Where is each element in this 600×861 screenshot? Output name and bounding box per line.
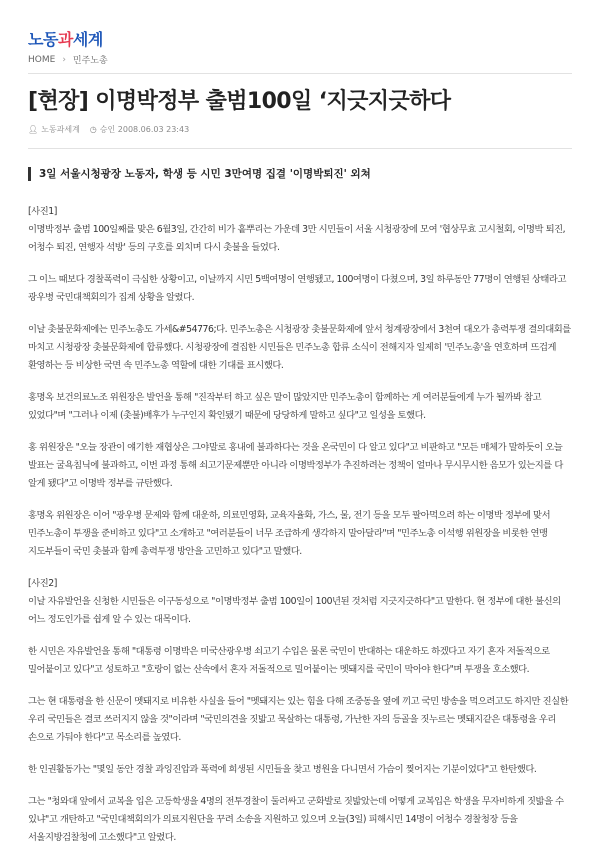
meta-divider (28, 148, 572, 149)
article-paragraph: 홍명옥 위원장은 이어 "광우병 문제와 함께 대운하, 의료민영화, 교육자율화, 가스, 물, 전기 등을 모두 팔아먹으려 하는 이명박 정부에 맞서 민주노총이 투쟁을 준비하고 있다"고 소개하고 "여러분들이 너무 조급하게 생각하지 말아달라"며 "민주노총 이석행 위원장을 비롯한 연맹 지도부들이 국민 촛불과 함께 총력투쟁 방안을 고민하고 있다"고 말했다. (28, 510, 551, 557)
article-paragraph: 한 시민은 자유발언을 통해 "대통령 이명박은 미국산광우병 쇠고기 수입은 물론 국민이 반대하는 대운하도 하겠다고 자기 혼자 저돌적으로 밀어붙이고 있다"고 성토하고 "호랑이 없는 산속에서 혼자 저돌적으로 밀어붙이는 멧돼지를 국민이 막아야 한다"며 투쟁을 호소했다. (28, 646, 550, 675)
article-paragraph: 그 이느 때보다 경찰폭력이 극심한 상황이고, 이날까지 시민 5백여명이 연행됐고, 100여명이 다쳤으며, 3일 하루동안 77명이 연행된 상태라고 광우병 국민대책회의가 집계 상황을 알렸다. (28, 274, 566, 303)
article-paragraph: 그는 현 대통령을 한 신문이 멧돼지로 비유한 사실을 들어 "멧돼지는 있는 힘을 다해 조중동을 옆에 끼고 국민 방송을 먹으려고도 하지만 진실한 우리 국민들은 결코 쓰러지지 않을 것"이라며 "국민의견을 짓밟고 묵살하는 대통령, 가난한 자의 등골을 짓누르는 멧돼지같은 대통령을 우리 손으로 가둬야 한다"고 목소리를 높였다. (28, 696, 569, 743)
article-body (28, 203, 576, 861)
logo-text-1: 노동 (28, 30, 58, 49)
breadcrumb-separator-icon: › (62, 54, 66, 65)
breadcrumb-home[interactable]: HOME (28, 54, 56, 65)
header-divider (28, 73, 572, 74)
article-meta (28, 124, 189, 135)
article-author: 노동과세계 (41, 125, 80, 134)
breadcrumb-section[interactable]: 민주노총 (72, 56, 108, 66)
article-title: [현장] 이명박정부 출범100일 ‘지긋지긋하다 (28, 89, 451, 114)
article-paragraph: 이명박정부 출범 100일째를 맞은 6월3일, 간간히 비가 흩뿌리는 가운데 3만 시민들이 서울 시청광장에 모여 '협상무효 고시철회, 이명박 퇴진, 어청수 퇴진, 연행자 석방' 등의 구호를 외치며 다시 촛불을 들었다. (28, 224, 566, 253)
article-subtitle: 3일 서울시청광장 노동자, 학생 등 시민 3만여명 집결 '이명박퇴진' 외쳐 (28, 167, 572, 181)
article-paragraph: 홍명옥 보건의료노조 위원장은 발언을 통해 "진작부터 하고 싶은 말이 많았지만 민주노총이 함께하는 게 여러분들에게 누가 될까봐 참고 있었다"며 "그러나 이제 (촛불)배후가 누구인지 확인됐기 때문에 당당하게 말하고 싶다"고 일성을 토했다. (28, 392, 542, 421)
logo-text-2: 과 (57, 30, 73, 49)
photo-caption: [사진1] (28, 206, 57, 217)
article-paragraph: 이날 자유발언을 신청한 시민들은 이구동성으로 "이명박정부 출범 100일이 100년된 것처럼 지긋지긋하다"고 말한다. 현 정부에 대한 불신의 어느 정도인가를 쉽게 알 수 있는 대목이다. (28, 596, 561, 625)
breadcrumb (28, 53, 108, 66)
logo-text-3: 세계 (72, 30, 103, 49)
clock-icon: ◷ (89, 125, 97, 134)
site-logo[interactable] (28, 27, 103, 50)
article-paragraph: 이날 촛불문화제에는 민주노총도 가세&#54776;다. 민주노총은 시청광장 촛불문화제에 앞서 청계광장에서 3천여 대오가 총력투쟁 결의대회를 마치고 시청광장 촛불문화제에 합류했다. 시청광장에 결집한 시민들은 민주노총 합류 소식이 전해지자 일제히 '민주노총'을 연호하며 뜨겁게 환영하는 등 비상한 국면 속 민주노총 역할에 대한 기대를 표시했다. (28, 324, 571, 371)
author-icon: 👤︎ (28, 125, 39, 134)
photo-caption: [사진2] (28, 578, 57, 589)
article-paragraph: 한 인권활동가는 "몇일 동안 경찰 과잉진압과 폭력에 희생된 시민들을 찾고 병원을 다니면서 가슴이 찢어지는 기분이었다"고 한탄했다. (28, 764, 537, 775)
article-paragraph: 홍 위원장은 "오늘 장관이 얘기한 재협상은 그야말로 홍내에 불과하다는 것을 온국민이 다 알고 있다"고 비판하고 "모든 매체가 말하듯이 오늘 발표는 굴욕침닉에 불과하고, 이번 과정 통해 쇠고기문제뿐만 아니라 이명박정부가 추진하려는 정책이 얼마나 무시무시한 음모가 있는지를 다 알게 됐다"고 이명박 정부를 규탄했다. (28, 442, 563, 489)
article-date: 승인 2008.06.03 23:43 (99, 125, 190, 134)
article-paragraph: 그는 "청와대 앞에서 교복을 입은 고등학생을 4명의 전투경찰이 둘러싸고 군화발로 짓밟았는데 어떻게 교복입은 학생을 무자비하게 짓밟을 수 있냐"고 개탄하고 "국민대책회의가 의료지원단을 꾸려 소송을 지원하고 있으며 오늘(3일) 피해시민 14명이 어청수 경찰청장 등을 서울지방검찰청에 고소했다"고 알렸다. (28, 796, 564, 843)
